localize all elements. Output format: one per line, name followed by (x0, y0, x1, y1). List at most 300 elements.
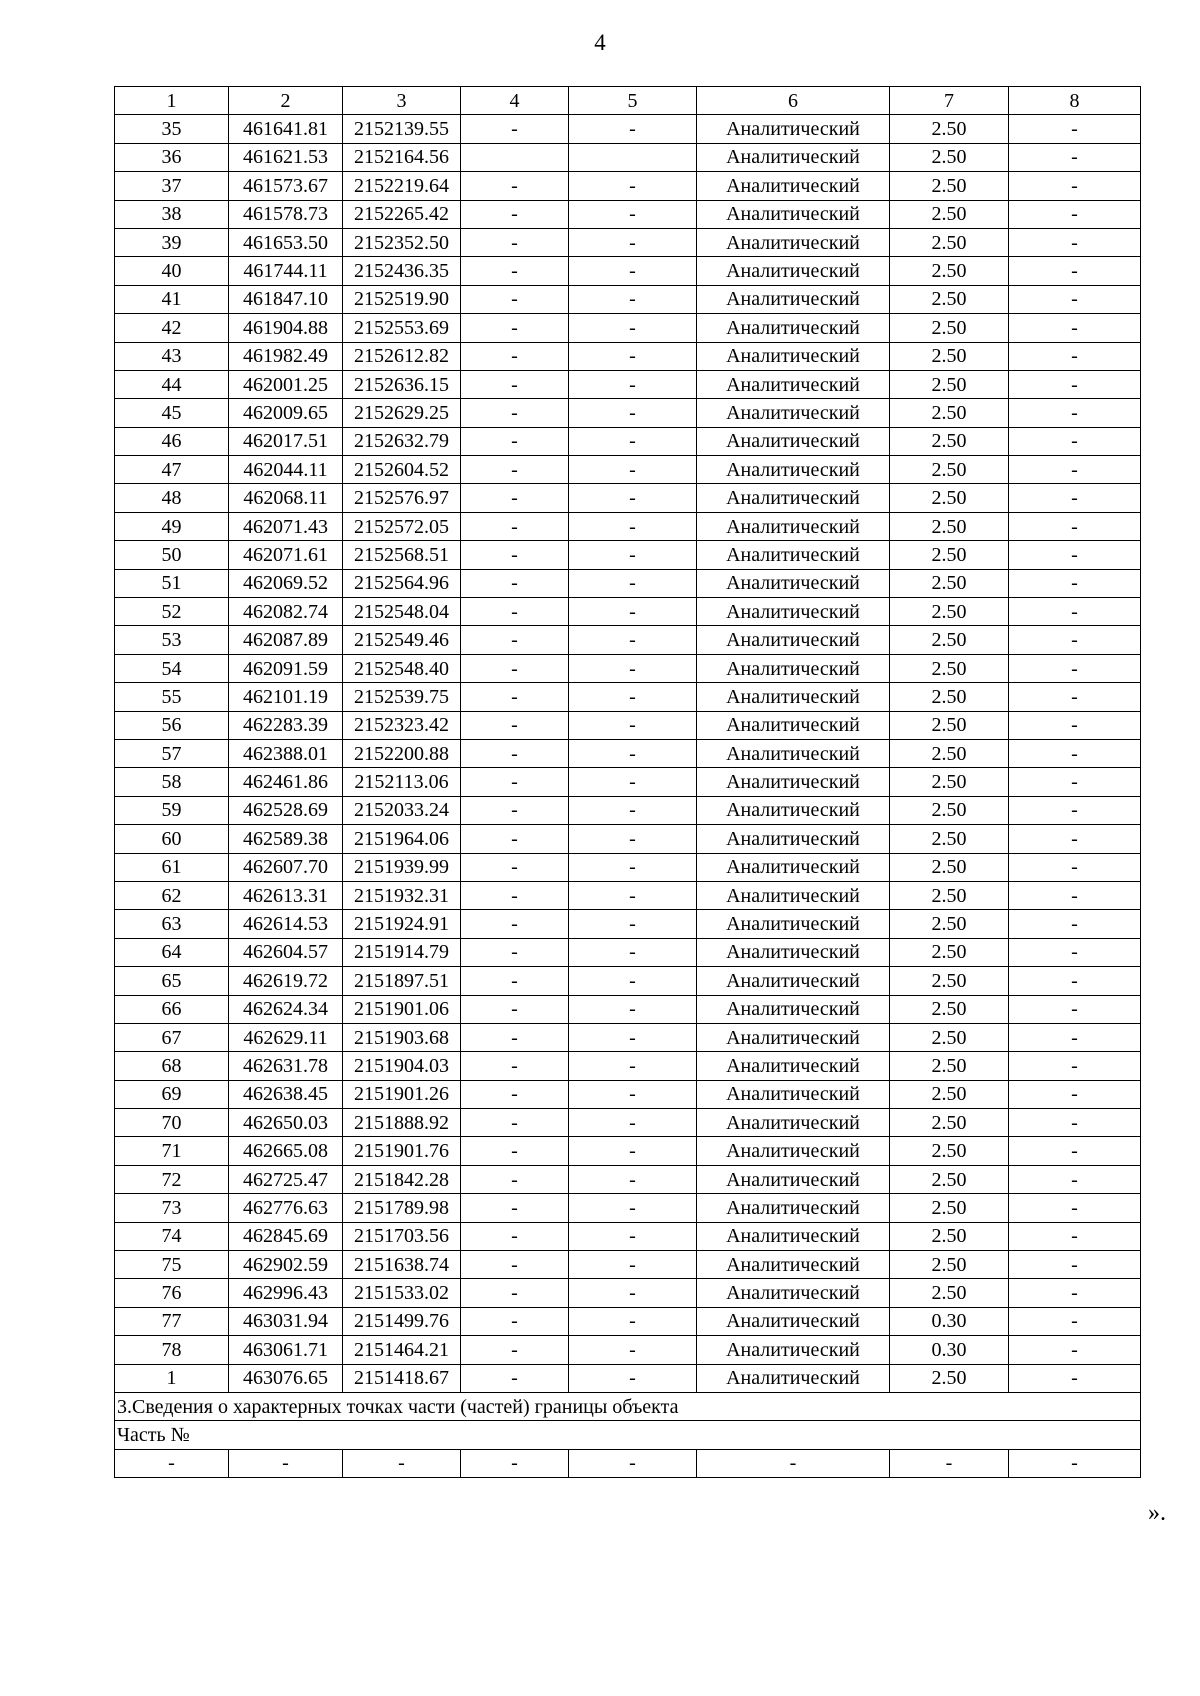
table-row (115, 967, 1141, 995)
table-cell: Аналитический (697, 228, 890, 256)
table-cell: 2152519.90 (343, 285, 461, 313)
table-cell: - (569, 1080, 697, 1108)
table-cell: - (1009, 910, 1141, 938)
table-cell: - (569, 598, 697, 626)
table-row (115, 115, 1141, 143)
table-cell: Аналитический (697, 654, 890, 682)
section-title: 3.Сведения о характерных точках части (частей) границы объекта (115, 1392, 1141, 1420)
table-cell: - (461, 1222, 569, 1250)
table-cell: - (1009, 1336, 1141, 1364)
table-cell: - (569, 711, 697, 739)
table-cell: Аналитический (697, 484, 890, 512)
table-cell: - (569, 228, 697, 256)
table-cell: - (569, 910, 697, 938)
table-cell: Аналитический (697, 853, 890, 881)
table-cell: - (229, 1449, 343, 1477)
table-cell: 462388.01 (229, 739, 343, 767)
table-cell: 46 (115, 427, 229, 455)
table-cell: - (461, 172, 569, 200)
table-cell: Аналитический (697, 1336, 890, 1364)
table-cell: 2151901.06 (343, 995, 461, 1023)
table-cell: - (461, 711, 569, 739)
table-cell: - (1009, 683, 1141, 711)
table-cell: Аналитический (697, 569, 890, 597)
table-cell: 2151464.21 (343, 1336, 461, 1364)
table-cell: 2151939.99 (343, 853, 461, 881)
table-cell: - (1009, 1194, 1141, 1222)
table-cell: - (569, 1279, 697, 1307)
table-cell: 2152576.97 (343, 484, 461, 512)
table-cell: 78 (115, 1336, 229, 1364)
table-cell: - (461, 427, 569, 455)
table-cell: 75 (115, 1251, 229, 1279)
table-cell: - (1009, 427, 1141, 455)
table-cell: 2.50 (890, 853, 1009, 881)
table-cell: 462087.89 (229, 626, 343, 654)
table-cell: 2.50 (890, 399, 1009, 427)
table-cell: 462650.03 (229, 1109, 343, 1137)
page-number: 4 (594, 30, 606, 55)
table-row (115, 1251, 1141, 1279)
table-cell: 2151888.92 (343, 1109, 461, 1137)
table-cell: 44 (115, 370, 229, 398)
table-cell: - (461, 967, 569, 995)
table-cell: - (569, 796, 697, 824)
table-cell: 2.50 (890, 456, 1009, 484)
table-cell: 2152219.64 (343, 172, 461, 200)
column-header-2: 2 (229, 87, 343, 115)
table-row (115, 541, 1141, 569)
table-cell: Аналитический (697, 314, 890, 342)
table-cell: - (1009, 143, 1141, 171)
table-cell: 2151924.91 (343, 910, 461, 938)
table-cell: 2152164.56 (343, 143, 461, 171)
table-cell: - (1009, 1307, 1141, 1335)
table-row (115, 1023, 1141, 1051)
table-cell: 2152548.40 (343, 654, 461, 682)
table-cell: 2.50 (890, 512, 1009, 540)
table-cell: - (461, 1023, 569, 1051)
table-cell: - (1009, 825, 1141, 853)
table-cell: 50 (115, 541, 229, 569)
table-cell: - (1009, 967, 1141, 995)
table-cell: - (1009, 1279, 1141, 1307)
table-cell: - (569, 427, 697, 455)
table-cell: - (461, 683, 569, 711)
table-cell: - (569, 995, 697, 1023)
table-cell: 2.50 (890, 881, 1009, 909)
table-cell: - (1009, 739, 1141, 767)
table-cell: 2.50 (890, 1194, 1009, 1222)
table-cell: - (569, 1251, 697, 1279)
table-body (115, 87, 1141, 1478)
table-cell: - (1009, 796, 1141, 824)
table-cell: 73 (115, 1194, 229, 1222)
table-row (115, 200, 1141, 228)
table-cell: Аналитический (697, 598, 890, 626)
table-cell: 2151842.28 (343, 1165, 461, 1193)
table-cell: - (1009, 200, 1141, 228)
table-cell: 2.50 (890, 1165, 1009, 1193)
table-cell: 2151638.74 (343, 1251, 461, 1279)
table-cell: - (461, 541, 569, 569)
table-cell: 2.50 (890, 768, 1009, 796)
table-cell: 2.50 (890, 1109, 1009, 1137)
table-cell (461, 143, 569, 171)
table-cell: - (461, 598, 569, 626)
table-cell: - (461, 1080, 569, 1108)
table-cell: - (461, 512, 569, 540)
table-cell: - (461, 1307, 569, 1335)
table-cell: - (569, 399, 697, 427)
table-cell: Аналитический (697, 285, 890, 313)
column-header-7: 7 (890, 87, 1009, 115)
table-cell: 462068.11 (229, 484, 343, 512)
table-cell: 64 (115, 938, 229, 966)
table-row (115, 399, 1141, 427)
table-cell: - (461, 796, 569, 824)
table-cell: - (115, 1449, 229, 1477)
table-cell: - (461, 1052, 569, 1080)
table-cell: 2152604.52 (343, 456, 461, 484)
table-cell: 463061.71 (229, 1336, 343, 1364)
table-cell: 2152200.88 (343, 739, 461, 767)
table-cell: 59 (115, 796, 229, 824)
table-cell: 462071.61 (229, 541, 343, 569)
table-cell: - (569, 683, 697, 711)
table-row (115, 654, 1141, 682)
table-cell: - (569, 1307, 697, 1335)
table-cell: - (569, 541, 697, 569)
table-cell: - (461, 1449, 569, 1477)
column-header-8: 8 (1009, 87, 1141, 115)
table-cell: 461982.49 (229, 342, 343, 370)
table-cell: 462624.34 (229, 995, 343, 1023)
table-cell: - (1009, 711, 1141, 739)
table-cell: - (569, 370, 697, 398)
table-cell: 462461.86 (229, 768, 343, 796)
table-cell: 2152564.96 (343, 569, 461, 597)
table-cell: - (569, 115, 697, 143)
table-cell: 40 (115, 257, 229, 285)
table-cell: - (1009, 314, 1141, 342)
table-row (115, 1222, 1141, 1250)
column-header-3: 3 (343, 87, 461, 115)
table-header-row (115, 87, 1141, 115)
table-cell: Аналитический (697, 1307, 890, 1335)
table-cell: 38 (115, 200, 229, 228)
table-cell: - (461, 1165, 569, 1193)
table-cell: 462044.11 (229, 456, 343, 484)
table-cell: Аналитический (697, 115, 890, 143)
table-cell: - (1009, 1251, 1141, 1279)
table-cell: 35 (115, 115, 229, 143)
table-cell: 2.50 (890, 1137, 1009, 1165)
table-cell: 2152553.69 (343, 314, 461, 342)
table-cell: 2.50 (890, 1251, 1009, 1279)
table-cell: Аналитический (697, 399, 890, 427)
table-cell: - (569, 1023, 697, 1051)
table-cell: 54 (115, 654, 229, 682)
table-row (115, 143, 1141, 171)
table-cell: 462283.39 (229, 711, 343, 739)
table-cell: 462001.25 (229, 370, 343, 398)
part-data-row (115, 1449, 1141, 1477)
table-cell: 462629.11 (229, 1023, 343, 1051)
table-cell: - (461, 938, 569, 966)
table-row (115, 285, 1141, 313)
table-cell: - (461, 910, 569, 938)
table-cell: Аналитический (697, 427, 890, 455)
table-cell: 49 (115, 512, 229, 540)
table-cell: 37 (115, 172, 229, 200)
table-cell: - (569, 1052, 697, 1080)
table-cell: 2152323.42 (343, 711, 461, 739)
table-row (115, 626, 1141, 654)
table-cell: 63 (115, 910, 229, 938)
table-cell: - (1009, 342, 1141, 370)
table-cell: 2.50 (890, 569, 1009, 597)
table-cell: 2.50 (890, 1222, 1009, 1250)
table-cell: - (1009, 456, 1141, 484)
table-cell: - (461, 314, 569, 342)
table-cell: 2152436.35 (343, 257, 461, 285)
table-cell: Аналитический (697, 257, 890, 285)
closing-quote: ». (1148, 1500, 1166, 1526)
table-cell: - (569, 456, 697, 484)
table-cell: 2151964.06 (343, 825, 461, 853)
table-cell: 2.50 (890, 654, 1009, 682)
table-cell: - (461, 995, 569, 1023)
table-cell: 2152352.50 (343, 228, 461, 256)
table-cell: - (569, 569, 697, 597)
table-cell: 462725.47 (229, 1165, 343, 1193)
table-cell: 41 (115, 285, 229, 313)
table-row (115, 683, 1141, 711)
table-cell: 69 (115, 1080, 229, 1108)
table-cell: 462776.63 (229, 1194, 343, 1222)
table-cell: Аналитический (697, 541, 890, 569)
table-cell: 462614.53 (229, 910, 343, 938)
table-cell: 462665.08 (229, 1137, 343, 1165)
table-cell: Аналитический (697, 910, 890, 938)
table-cell: 70 (115, 1109, 229, 1137)
table-cell: Аналитический (697, 200, 890, 228)
table-row (115, 257, 1141, 285)
table-row (115, 172, 1141, 200)
table-row (115, 484, 1141, 512)
table-cell: - (1009, 654, 1141, 682)
table-row (115, 342, 1141, 370)
table-cell: 462613.31 (229, 881, 343, 909)
table-cell: 2.50 (890, 285, 1009, 313)
table-cell: - (1009, 569, 1141, 597)
table-cell: 462071.43 (229, 512, 343, 540)
table-cell: - (1009, 115, 1141, 143)
table-cell: 2152539.75 (343, 683, 461, 711)
table-row (115, 768, 1141, 796)
table-cell: 2152265.42 (343, 200, 461, 228)
table-cell: - (569, 342, 697, 370)
table-cell: 2152033.24 (343, 796, 461, 824)
table-cell: - (461, 881, 569, 909)
table-cell: - (461, 285, 569, 313)
table-cell: - (1009, 1137, 1141, 1165)
table-cell: - (569, 825, 697, 853)
table-cell: - (697, 1449, 890, 1477)
table-cell: - (1009, 1109, 1141, 1137)
table-cell: - (461, 399, 569, 427)
table-cell: - (569, 654, 697, 682)
table-cell: - (461, 1279, 569, 1307)
table-cell: 2.50 (890, 598, 1009, 626)
table-cell: 2152139.55 (343, 115, 461, 143)
table-cell: - (461, 1251, 569, 1279)
table-cell: 461621.53 (229, 143, 343, 171)
table-cell: - (461, 626, 569, 654)
table-cell: - (569, 1364, 697, 1392)
table-cell: - (343, 1449, 461, 1477)
table-cell: - (569, 881, 697, 909)
table-cell: - (569, 1109, 697, 1137)
table-cell: 2.50 (890, 342, 1009, 370)
table-cell: - (1009, 172, 1141, 200)
table-cell: 2151914.79 (343, 938, 461, 966)
table-cell: - (569, 285, 697, 313)
table-cell: 42 (115, 314, 229, 342)
table-cell: - (461, 257, 569, 285)
table-cell: 462069.52 (229, 569, 343, 597)
table-cell: 53 (115, 626, 229, 654)
table-cell: 462604.57 (229, 938, 343, 966)
table-cell: - (461, 825, 569, 853)
column-header-4: 4 (461, 87, 569, 115)
column-header-5: 5 (569, 87, 697, 115)
table-cell: 462589.38 (229, 825, 343, 853)
table-cell: 461744.11 (229, 257, 343, 285)
table-row (115, 1307, 1141, 1335)
table-cell: - (461, 569, 569, 597)
table-cell: - (1009, 881, 1141, 909)
table-cell: 2152612.82 (343, 342, 461, 370)
table-cell: 2151499.76 (343, 1307, 461, 1335)
table-row (115, 1109, 1141, 1137)
table-cell: 462996.43 (229, 1279, 343, 1307)
table-row (115, 427, 1141, 455)
table-cell: Аналитический (697, 1279, 890, 1307)
table-row (115, 796, 1141, 824)
table-row (115, 825, 1141, 853)
table-row (115, 938, 1141, 966)
table-cell: 462619.72 (229, 967, 343, 995)
table-cell: 2.50 (890, 228, 1009, 256)
table-cell: 48 (115, 484, 229, 512)
table-cell: - (1009, 399, 1141, 427)
table-cell: - (569, 739, 697, 767)
table-cell: 2152572.05 (343, 512, 461, 540)
table-cell: - (1009, 1080, 1141, 1108)
column-header-6: 6 (697, 87, 890, 115)
table-cell: - (1009, 1023, 1141, 1051)
table-cell: 461904.88 (229, 314, 343, 342)
table-cell: 2152629.25 (343, 399, 461, 427)
table-cell: 462638.45 (229, 1080, 343, 1108)
table-cell: Аналитический (697, 1364, 890, 1392)
table-cell: 0.30 (890, 1336, 1009, 1364)
table-row (115, 881, 1141, 909)
table-row (115, 995, 1141, 1023)
table-cell: - (461, 739, 569, 767)
table-cell: - (461, 1364, 569, 1392)
table-cell: 2.50 (890, 1052, 1009, 1080)
table-cell: 2.50 (890, 1080, 1009, 1108)
table-row (115, 1080, 1141, 1108)
table-cell: 2152548.04 (343, 598, 461, 626)
table-cell: 2152632.79 (343, 427, 461, 455)
table-row (115, 1052, 1141, 1080)
table-cell: 462082.74 (229, 598, 343, 626)
table-cell: - (461, 1194, 569, 1222)
table-cell: 72 (115, 1165, 229, 1193)
column-header-1: 1 (115, 87, 229, 115)
table-cell: Аналитический (697, 1251, 890, 1279)
table-cell: - (1009, 1364, 1141, 1392)
table-cell: Аналитический (697, 1080, 890, 1108)
table-cell: Аналитический (697, 1052, 890, 1080)
table-cell: - (461, 654, 569, 682)
table-cell: 2.50 (890, 172, 1009, 200)
table-cell: 462528.69 (229, 796, 343, 824)
table-cell: Аналитический (697, 995, 890, 1023)
table-cell: 2.50 (890, 115, 1009, 143)
table-cell: - (569, 314, 697, 342)
table-cell: Аналитический (697, 626, 890, 654)
table-cell: 2.50 (890, 683, 1009, 711)
table-cell: 45 (115, 399, 229, 427)
table-cell: 57 (115, 739, 229, 767)
table-row (115, 456, 1141, 484)
table-cell: - (1009, 1222, 1141, 1250)
table-cell: - (569, 626, 697, 654)
table-cell: - (569, 967, 697, 995)
table-row (115, 370, 1141, 398)
table-cell: 56 (115, 711, 229, 739)
table-cell: - (1009, 626, 1141, 654)
table-cell: Аналитический (697, 1165, 890, 1193)
table-cell: Аналитический (697, 739, 890, 767)
table-cell: 2.50 (890, 370, 1009, 398)
table-cell: Аналитический (697, 768, 890, 796)
table-cell: - (569, 257, 697, 285)
table-cell: - (569, 1194, 697, 1222)
table-cell: - (1009, 768, 1141, 796)
table-cell: - (461, 768, 569, 796)
table-row (115, 1336, 1141, 1364)
table-cell: 66 (115, 995, 229, 1023)
table-cell: 62 (115, 881, 229, 909)
table-cell: 2.50 (890, 796, 1009, 824)
table-row (115, 598, 1141, 626)
table-cell: - (461, 115, 569, 143)
table-cell: 61 (115, 853, 229, 881)
table-cell: 462017.51 (229, 427, 343, 455)
table-cell: Аналитический (697, 172, 890, 200)
table-cell: Аналитический (697, 1109, 890, 1137)
table-cell: 2.50 (890, 257, 1009, 285)
table-cell: 52 (115, 598, 229, 626)
table-cell: - (1009, 228, 1141, 256)
table-cell: 60 (115, 825, 229, 853)
